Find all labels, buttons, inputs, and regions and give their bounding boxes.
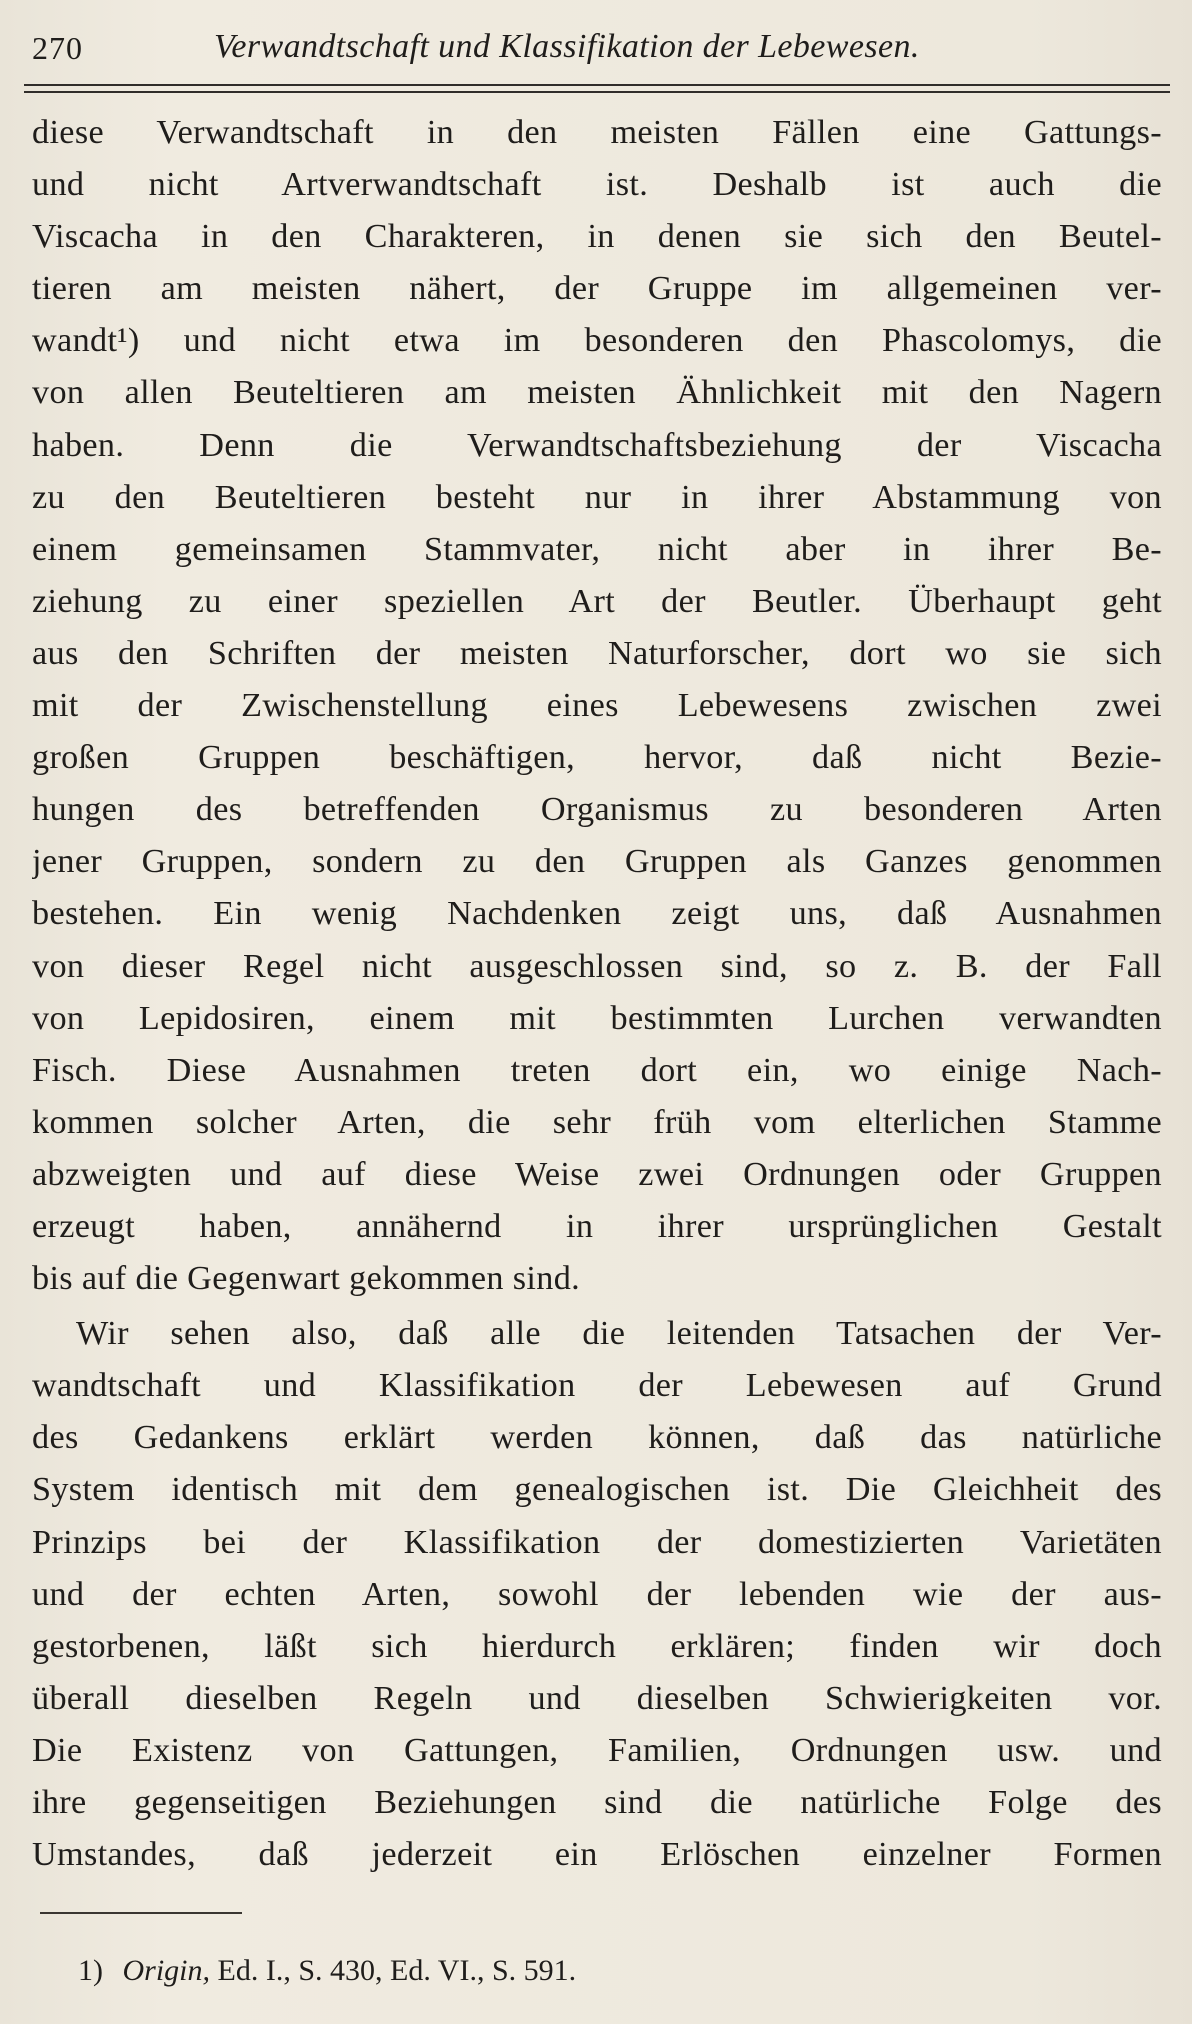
text-line: und nicht Artverwandtschaft ist. Deshalb ist auch die xyxy=(32,166,1162,204)
paragraph-1 xyxy=(32,107,1162,1305)
text-line-indented: Wir sehen also, daß alle die leitenden Tatsachen der Ver- xyxy=(76,1315,1162,1353)
text-line: abzweigten und auf diese Weise zwei Ordnungen oder Gruppen xyxy=(32,1155,1162,1193)
text-line: Die Existenz von Gattungen, Familien, Ordnungen usw. und xyxy=(32,1731,1162,1769)
running-title: Verwandtschaft und Klassifikation der Lebewesen. xyxy=(214,28,920,65)
footnote-number: 1) xyxy=(78,1954,103,1987)
header-double-rule xyxy=(24,84,1170,96)
text-line: von dieser Regel nicht ausgeschlossen sind, so z. B. der Fall xyxy=(32,947,1162,985)
text-line: erzeugt haben, annähernd in ihrer ursprünglichen Gestalt xyxy=(32,1207,1162,1245)
footnote-title: Origin, xyxy=(122,1954,211,1987)
footnote xyxy=(78,1954,576,1988)
paragraph-2 xyxy=(32,1308,1162,1881)
text-line: zu den Beuteltieren besteht nur in ihrer Abstammung von xyxy=(32,478,1162,516)
text-line: wandtschaft und Klassifikation der Lebewesen auf Grund xyxy=(32,1367,1162,1405)
text-line: jener Gruppen, sondern zu den Gruppen als Ganzes genommen xyxy=(32,843,1162,881)
text-line: Fisch. Diese Ausnahmen treten dort ein, wo einige Nach- xyxy=(32,1051,1162,1089)
text-line: hungen des betreffenden Organismus zu besonderen Arten xyxy=(32,791,1162,829)
text-line: überall dieselben Regeln und dieselben Schwierigkeiten vor. xyxy=(32,1679,1162,1717)
text-line: mit der Zwischenstellung eines Lebewesens zwischen zwei xyxy=(32,687,1162,725)
text-line: bestehen. Ein wenig Nachdenken zeigt uns, daß Ausnahmen xyxy=(32,895,1162,933)
footnote-text: Ed. I., S. 430, Ed. VI., S. 591. xyxy=(217,1954,577,1987)
text-line: wandt¹) und nicht etwa im besonderen den Phascolomys, die xyxy=(32,322,1162,360)
text-line-last: bis auf die Gegenwart gekommen sind. xyxy=(32,1260,581,1298)
text-line: kommen solcher Arten, die sehr früh vom elterlichen Stamme xyxy=(32,1103,1162,1141)
text-line: haben. Denn die Verwandtschaftsbeziehung der Viscacha xyxy=(32,426,1162,464)
body-text xyxy=(32,107,1162,1881)
text-line: großen Gruppen beschäftigen, hervor, daß nicht Bezie- xyxy=(32,739,1162,777)
text-line: von allen Beuteltieren am meisten Ähnlichkeit mit den Nagern xyxy=(32,374,1162,412)
text-line: aus den Schriften der meisten Naturforscher, dort wo sie sich xyxy=(32,634,1162,672)
footnote-separator xyxy=(40,1912,242,1914)
header-rule-top xyxy=(24,84,1170,86)
text-line: gestorbenen, läßt sich hierdurch erklären; finden wir doch xyxy=(32,1627,1162,1665)
page-header xyxy=(32,28,1162,74)
text-line: einem gemeinsamen Stammvater, nicht aber in ihrer Be- xyxy=(32,530,1162,568)
text-line: ziehung zu einer speziellen Art der Beutler. Überhaupt geht xyxy=(32,582,1162,620)
text-line: ihre gegenseitigen Beziehungen sind die natürliche Folge des xyxy=(32,1784,1162,1821)
text-line: diese Verwandtschaft in den meisten Fällen eine Gattungs- xyxy=(32,114,1162,151)
text-line: von Lepidosiren, einem mit bestimmten Lurchen verwandten xyxy=(32,999,1162,1037)
page-number: 270 xyxy=(32,30,83,66)
header-rule-bottom xyxy=(24,91,1170,93)
text-line: des Gedankens erklärt werden können, daß das natürliche xyxy=(32,1419,1162,1457)
text-line: System identisch mit dem genealogischen ist. Die Gleichheit des xyxy=(32,1471,1162,1509)
text-line: Viscacha in den Charakteren, in denen sie sich den Beutel- xyxy=(32,218,1162,256)
text-line: und der echten Arten, sowohl der lebenden wie der aus- xyxy=(32,1575,1162,1613)
text-line: Prinzips bei der Klassifikation der domestizierten Varietäten xyxy=(32,1523,1162,1561)
text-line: Umstandes, daß jederzeit ein Erlöschen einzelner Formen xyxy=(32,1836,1162,1874)
text-line: tieren am meisten nähert, der Gruppe im allgemeinen ver- xyxy=(32,270,1162,308)
